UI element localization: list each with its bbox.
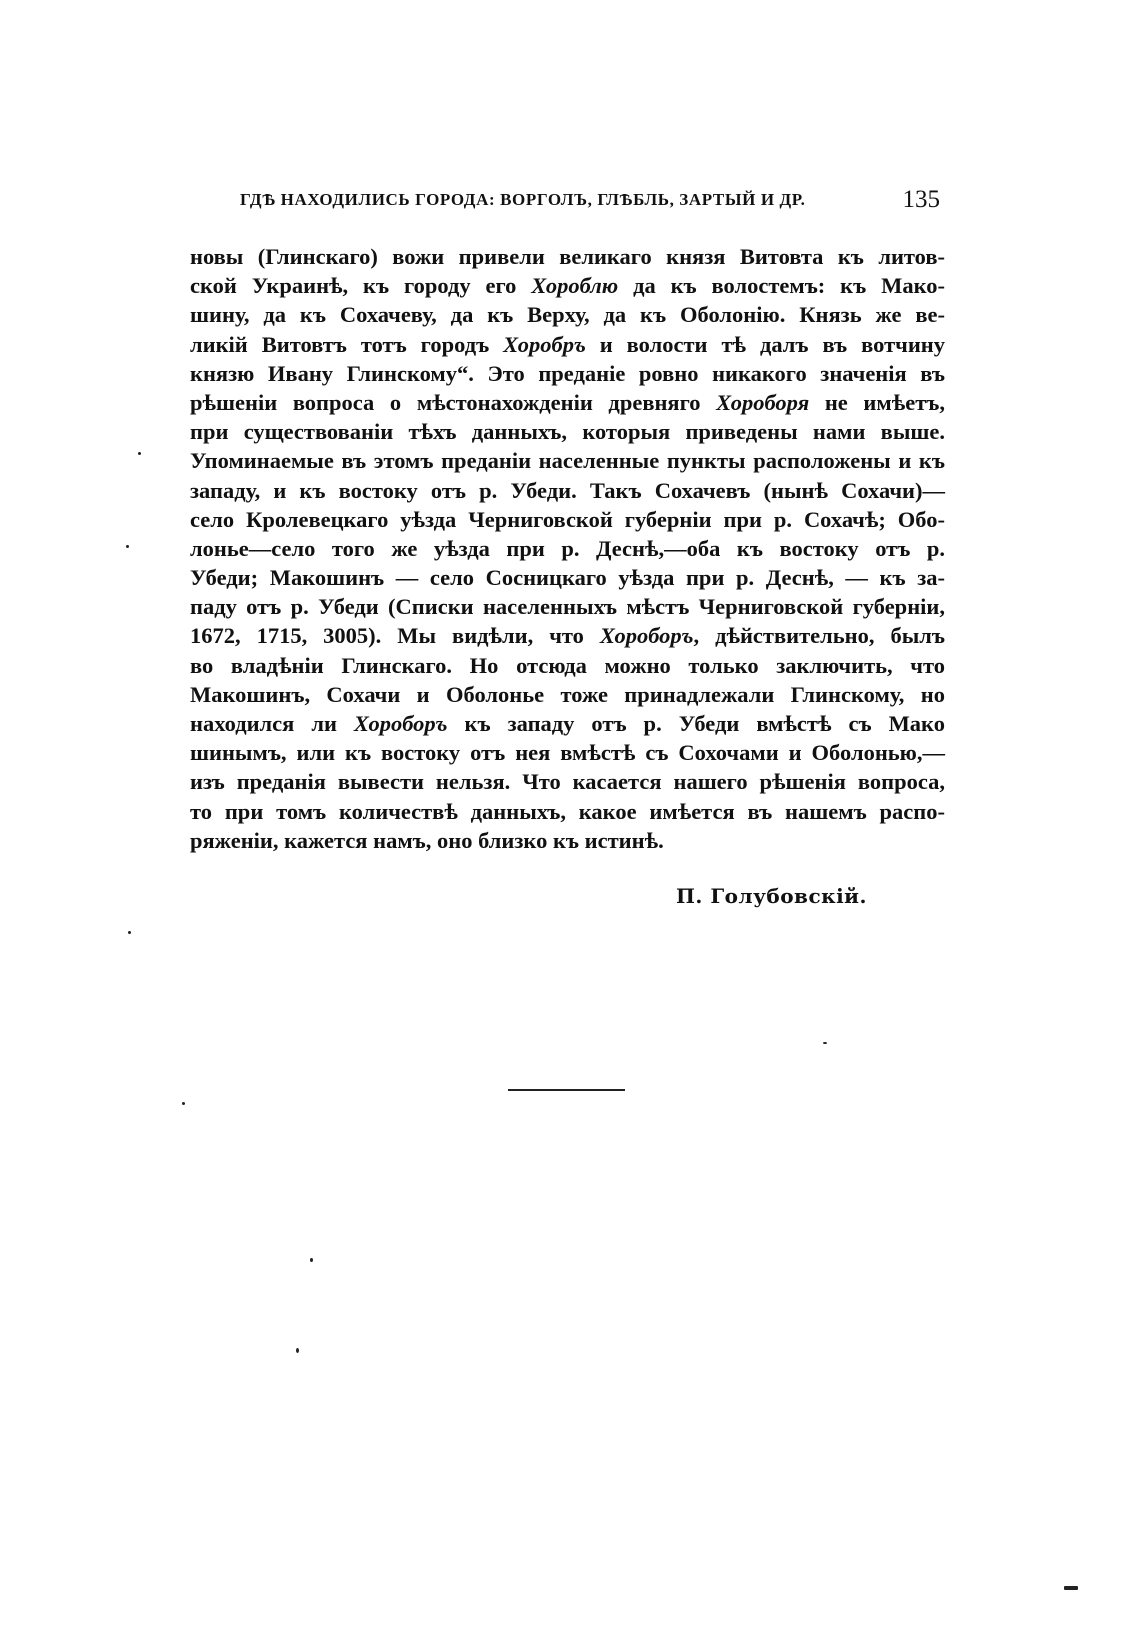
text-line: изъ преданія вывести нельзя. Что касается нашего рѣшенія вопроса, [190,769,945,795]
text-line: при существованіи тѣхъ данныхъ, которыя приведены нами выше. [190,419,945,445]
running-header [240,186,940,216]
body-text [190,242,945,855]
text-line: село Кролевецкаго уѣзда Черниговской губерніи при р. Сохачѣ; Обо- [190,506,945,532]
italic-term: Хороборъ [599,623,694,649]
scan-speck [182,1102,185,1105]
text-line: шинымъ, или къ востоку отъ нея вмѣстѣ съ Сохочами и Оболонью,— [190,740,945,766]
text-line: ской Украинѣ, къ городу его Хороблю да къ волостемъ: къ Мако- [190,273,946,299]
italic-term: Хороборъ [353,711,448,736]
text-line: шину, да къ Сохачеву, да къ Верху, да къ Оболонію. Князь же ве- [190,302,945,328]
italic-term: Хороборя [716,389,810,415]
text-line: то при томъ количествѣ данныхъ, какое имѣется въ нашемъ распо- [190,798,945,824]
italic-term: Хоробръ [503,331,586,357]
text-line: во владѣніи Глинскаго. Но отсюда можно только заключить, что [190,652,945,678]
author-signature: П. Голубовскій. [676,884,867,908]
page-number: 135 [902,186,940,213]
scan-speck [823,1042,827,1044]
text-line: новы (Глинскаго) вожи привели великаго князя Витовта къ литов- [190,244,945,269]
section-divider [508,1089,625,1091]
text-line: находился ли Хороборъ къ западу отъ р. Убеди вмѣстѣ съ Мако [190,711,945,736]
text-line: рѣшеніи вопроса о мѣстонахожденіи древняго Хороборя не имѣетъ, [190,389,945,415]
text-line: Макошинъ, Сохачи и Оболонье тоже принадлежали Глинскому, но [190,681,945,707]
text-line: 1672, 1715, 3005). Мы видѣли, что Хороборъ, дѣйствительно, былъ [190,623,946,649]
scan-speck [1064,1586,1078,1590]
scan-speck [310,1258,313,1262]
header-title: ГДѢ НАХОДИЛИСЬ ГОРОДА: ВОРГОЛЪ, ГЛѢБЛЬ, ЗАРТЫЙ И ДР. [240,190,806,209]
text-line: паду отъ р. Убеди (Списки населенныхъ мѣстъ Черниговской губерніи, [190,594,945,620]
italic-term: Хороблю [531,273,619,299]
scan-speck [296,1348,299,1353]
text-line: Убеди; Макошинъ — село Сосницкаго уѣзда при р. Деснѣ, — къ за- [190,565,945,591]
scan-speck [128,931,131,934]
text-line: западу, и къ востоку отъ р. Убеди. Такъ Сохачевъ (нынѣ Сохачи)— [190,477,945,503]
scan-speck [138,452,141,455]
text-line: князю Ивану Глинскому“. Это преданіе ровно никакого значенія въ [190,360,945,386]
scan-speck [126,545,129,548]
text-line: ликій Витовтъ тотъ городъ Хоробръ и волости тѣ далъ въ вотчину [190,331,945,357]
text-line: Упоминаемые въ этомъ преданіи населенные пункты расположены и къ [190,448,945,474]
text-line: ряженіи, кажется намъ, оно близко къ истинѣ. [190,827,664,853]
text-line: лонье—село того же уѣзда при р. Деснѣ,—оба къ востоку отъ р. [190,535,945,561]
